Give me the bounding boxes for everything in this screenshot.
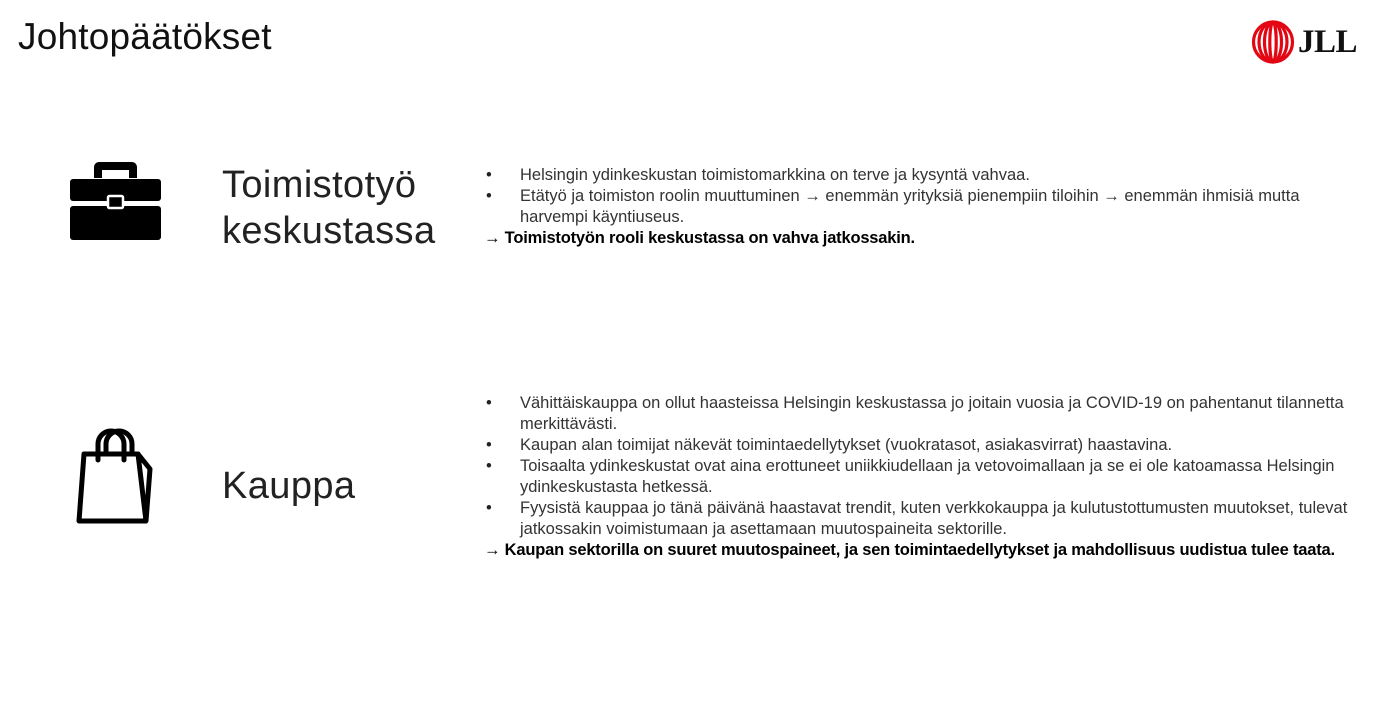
section-heading-line: Kauppa	[222, 465, 356, 507]
logo-text: JLL	[1298, 23, 1358, 60]
bullet-item: • Etätyö ja toimiston roolin muuttuminen → enemmän yrityksiä pienempiin tiloihin → enemmän ihmisiä mutta harvempi käyntiuseus.	[484, 186, 1364, 228]
section-body-retail	[484, 393, 1364, 561]
briefcase-icon	[69, 159, 162, 241]
page-title: Johtopäätökset	[18, 16, 272, 57]
bullet-item: • Helsingin ydinkeskustan toimistomarkkina on terve ja kysyntä vahvaa.	[484, 165, 1364, 186]
bullet-list	[484, 393, 1364, 540]
jll-logo	[1251, 20, 1357, 64]
bullet-item: • Kaupan alan toimijat näkevät toimintaedellytykset (vuokratasot, asiakasvirrat) haastavina.	[484, 435, 1364, 456]
section-heading-office	[222, 162, 436, 254]
bullet-item: • Toisaalta ydinkeskustat ovat aina erottuneet uniikkiudellaan ja vetovoimallaan ja se ei ole katoamassa Helsingin ydinkeskustasta hetkessä.	[484, 456, 1364, 498]
jll-logo-mark	[1251, 20, 1295, 64]
section-heading-line: keskustassa	[222, 210, 436, 252]
section-body-office	[484, 165, 1364, 249]
bullet-item: • Vähittäiskauppa on ollut haasteissa Helsingin keskustassa jo joitain vuosia ja COVID-19 on pahentanut tilannetta merkittävästi.	[484, 393, 1364, 435]
shopping-bag-icon	[76, 424, 154, 526]
bullet-item: • Fyysistä kauppaa jo tänä päivänä haastavat trendit, kuten verkkokauppa ja kulutustottumusten muutokset, tulevat jatkossakin voimistumaan ja asettamaan muutospaineita sektorille.	[484, 498, 1364, 540]
section-heading-retail	[222, 463, 355, 509]
conclusion-text: → Kaupan sektorilla on suuret muutospaineet, ja sen toimintaedellytykset ja mahdollisuus uudistua tulee taata.	[484, 541, 1335, 559]
bullet-list	[484, 165, 1364, 228]
section-heading-line: Toimistotyö	[222, 164, 417, 206]
conclusion-text: → Toimistotyön rooli keskustassa on vahva jatkossakin.	[484, 229, 915, 247]
